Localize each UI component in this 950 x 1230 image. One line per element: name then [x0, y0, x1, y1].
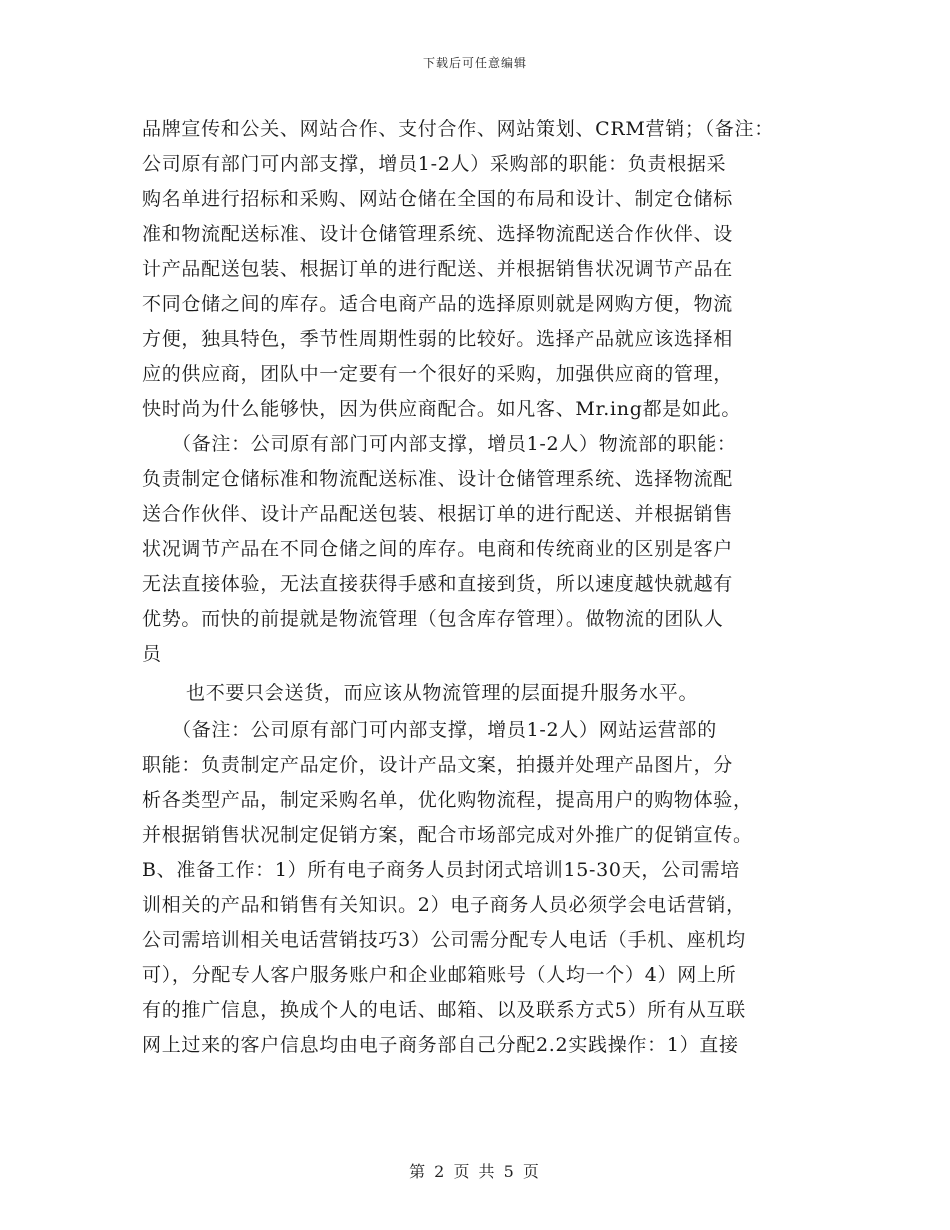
- body-line: 负责制定仓储标准和物流配送标准、设计仓储管理系统、选择物流配: [142, 468, 734, 490]
- body-line: 析各类型产品，制定采购名单，优化购物流程，提高用户的购物体验，: [142, 789, 753, 811]
- body-line: 公司需培训相关电话营销技巧3）公司需分配专人电话（手机、座机均: [142, 929, 746, 951]
- body-line: 快时尚为什么能够快，因为供应商配合。如凡客、Mr.ing都是如此。: [142, 398, 742, 420]
- body-line: 有的推广信息，换成个人的电话、邮箱、以及联系方式5）所有从互联: [142, 999, 746, 1021]
- body-line: 员: [142, 643, 162, 665]
- body-line: 也不要只会送货，而应该从物流管理的层面提升服务水平。: [186, 682, 699, 704]
- body-line: 优势。而快的前提就是物流管理（包含库存管理）。做物流的团队人: [142, 608, 724, 630]
- body-line: 不同仓储之间的库存。适合电商产品的选择原则就是网购方便，物流: [142, 293, 734, 315]
- body-line: B、准备工作：1）所有电子商务人员封闭式培训15-30天，公司需培: [142, 859, 740, 881]
- page-footer: 第 2 页 共 5 页: [409, 1162, 541, 1181]
- body-line: （备注：公司原有部门可内部支撑，增员1-2人）网站运营部的: [172, 719, 717, 741]
- body-line: （备注：公司原有部门可内部支撑，增员1-2人）物流部的职能：: [172, 433, 737, 455]
- body-line: 准和物流配送标准、设计仓储管理系统、选择物流配送合作伙伴、设: [142, 223, 734, 245]
- body-line: 状况调节产品在不同仓储之间的库存。电商和传统商业的区别是客户: [142, 538, 734, 560]
- body-line: 无法直接体验，无法直接获得手感和直接到货，所以速度越快就越有: [142, 573, 734, 595]
- body-line: 购名单进行招标和采购、网站仓储在全国的布局和设计、制定仓储标: [142, 188, 734, 210]
- body-line: 计产品配送包装、根据订单的进行配送、并根据销售状况调节产品在: [142, 258, 734, 280]
- body-line: 方便，独具特色，季节性周期性弱的比较好。选择产品就应该选择相: [142, 328, 734, 350]
- body-line: 品牌宣传和公关、网站合作、支付合作、网站策划、CRM营销；（备注：: [142, 118, 774, 140]
- body-line: 职能：负责制定产品定价，设计产品文案，拍摄并处理产品图片，分: [142, 754, 734, 776]
- body-line: 并根据销售状况制定促销方案，配合市场部完成对外推广的促销宣传。: [142, 824, 753, 846]
- body-line: 送合作伙伴、设计产品配送包装、根据订单的进行配送、并根据销售: [142, 503, 734, 525]
- body-line: 训相关的产品和销售有关知识。2）电子商务人员必须学会电话营销，: [142, 894, 746, 916]
- page-header: 下载后可任意编辑: [422, 56, 527, 70]
- body-line: 网上过来的客户信息均由电子商务部自己分配2.2实践操作：1）直接: [142, 1034, 739, 1056]
- body-line: 可），分配专人客户服务账户和企业邮箱账号（人均一个）4）网上所: [142, 964, 737, 986]
- body-line: 应的供应商，团队中一定要有一个很好的采购，加强供应商的管理，: [142, 363, 734, 385]
- body-line: 公司原有部门可内部支撑，增员1-2人）采购部的职能：负责根据采: [142, 153, 727, 175]
